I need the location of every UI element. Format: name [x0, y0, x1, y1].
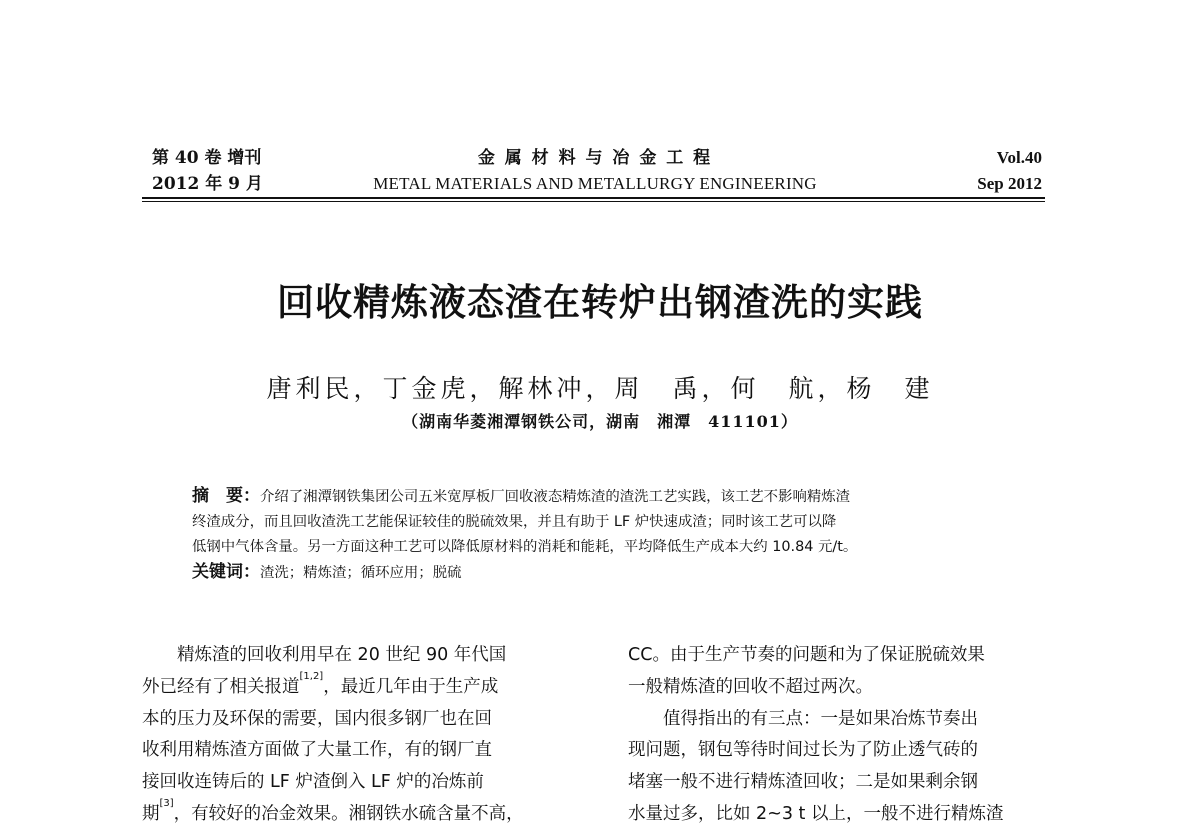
- paragraph-line: 精炼渣的回收利用早在 20 世纪 90 年代国: [177, 645, 507, 665]
- body-column-left: [142, 640, 587, 831]
- body-column-right: [628, 640, 1078, 831]
- abstract-line-1: 摘 要：介绍了湘潭钢铁集团公司五米宽厚板厂回收液态精炼渣的渣洗工艺实践，该工艺不影响精炼渣: [192, 486, 851, 506]
- header-rule-thin: [142, 201, 1045, 202]
- journal-title-cn: 金 属 材 料 与 冶 金 工 程: [477, 148, 713, 168]
- paragraph-line: 收利用精炼渣方面做了大量工作，有的钢厂直: [142, 740, 492, 761]
- abstract-label: 摘 要：: [192, 486, 260, 506]
- paragraph-line: 堵塞一般不进行精炼渣回收；二是如果剩余钢: [628, 772, 978, 793]
- volume-en-label: Vol.40: [996, 148, 1042, 167]
- date-cn-label: 2012 年 9 月: [152, 174, 263, 194]
- keywords-line: [192, 560, 1042, 586]
- citation-ref: [3]: [159, 797, 174, 809]
- keywords-text: 渣洗；精炼渣；循环应用；脱硫: [260, 565, 462, 581]
- affiliation: （湖南华菱湘潭钢铁公司，湖南 湘潭 411101）: [402, 412, 798, 431]
- paragraph-line: 水量过多，比如 2~3 t 以上，一般不进行精炼渣: [628, 803, 1004, 824]
- paragraph-line: 外已经有了相关报道[1,2]，最近几年由于生产成: [142, 670, 499, 697]
- journal-title-en: METAL MATERIALS AND METALLURGY ENGINEERING: [373, 174, 817, 193]
- paragraph-line: 本的压力及环保的需要，国内很多钢厂也在回: [142, 708, 492, 729]
- header-rule-thick: [142, 197, 1045, 199]
- abstract-block: [192, 484, 1042, 586]
- paragraph-line: 现问题，钢包等待时间过长为了防止透气砖的: [628, 740, 978, 761]
- date-en-label: Sep 2012: [977, 174, 1042, 193]
- abstract-line-3: 低钢中气体含量。另一方面这种工艺可以降低原材料的消耗和能耗，平均降低生产成本大约 10.84 元/t。: [192, 539, 858, 555]
- paragraph-line: CC。由于生产节奏的问题和为了保证脱硫效果: [628, 645, 985, 665]
- paragraph-line: 接回收连铸后的 LF 炉渣倒入 LF 炉的冶炼前: [142, 772, 484, 793]
- paragraph-line: 值得指出的有三点：一是如果冶炼节奏出: [663, 708, 978, 729]
- paragraph-line: 一般精炼渣的回收不超过两次。: [628, 676, 873, 697]
- volume-label: 第 40 卷 增刊: [152, 148, 262, 168]
- abstract-line-2: 终渣成分，而且回收渣洗工艺能保证较佳的脱硫效果，并且有助于 LF 炉快速成渣；同时该工艺可以降: [192, 514, 837, 530]
- author-list: 唐利民，丁金虎，解林冲，周 禹，何 航，杨 建: [266, 374, 934, 403]
- paragraph-line: 期[3]，有较好的冶金效果。湘钢铁水硫含量不高，: [142, 797, 524, 824]
- citation-ref: [1,2]: [299, 670, 324, 682]
- article-title: 回收精炼液态渣在转炉出钢渣洗的实践: [277, 281, 923, 324]
- keywords-label: 关键词：: [192, 562, 260, 582]
